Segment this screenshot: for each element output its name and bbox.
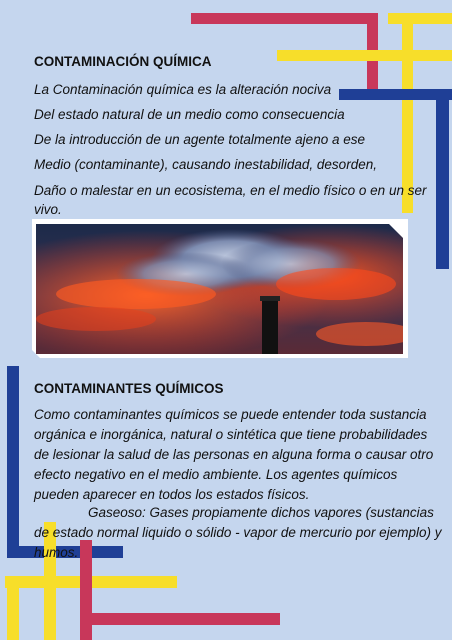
text-line: De la introducción de un agente totalmente ajeno a ese [34, 132, 365, 147]
crimson-bar-horizontal [80, 613, 280, 625]
text-line: Del estado natural de un medio como consecuencia [34, 107, 345, 122]
navy-bar-vertical [7, 366, 19, 558]
yellow-bar-top [388, 13, 452, 24]
text-line: Daño o malestar en un ecosistema, en el medio físico o en un ser vivo. [34, 183, 427, 217]
smokestack-pollution-photo [36, 224, 403, 354]
text-line: Medio (contaminante), causando inestabilidad, desorden, [34, 157, 377, 172]
text-line: La Contaminación química es la alteración nociva [34, 82, 332, 97]
section-heading: CONTAMINACIÓN QUÍMICA [34, 54, 212, 69]
crimson-bar-horizontal [191, 13, 378, 24]
section-heading: CONTAMINANTES QUÍMICOS [34, 381, 224, 396]
body-paragraph: Gaseoso: Gases propiamente dichos vapores (sustancias de estado normal liquido o sólido - vapor de mercurio por ejemplo) y humos. [34, 505, 442, 560]
yellow-bar-horizontal [277, 50, 452, 61]
body-paragraph: Como contaminantes químicos se puede entender toda sustancia orgánica e inorgánica, natural o sintética que tiene probabilidades de lesionar la salud de las personas en alguna forma o causar otro efecto negativo en el medio ambiente. Los agentes químicos pueden aparecer en todos los estados físicos. [34, 407, 434, 502]
navy-bar-vertical [436, 89, 449, 269]
yellow-bar-left [7, 576, 19, 640]
smokestack-image [36, 224, 403, 354]
